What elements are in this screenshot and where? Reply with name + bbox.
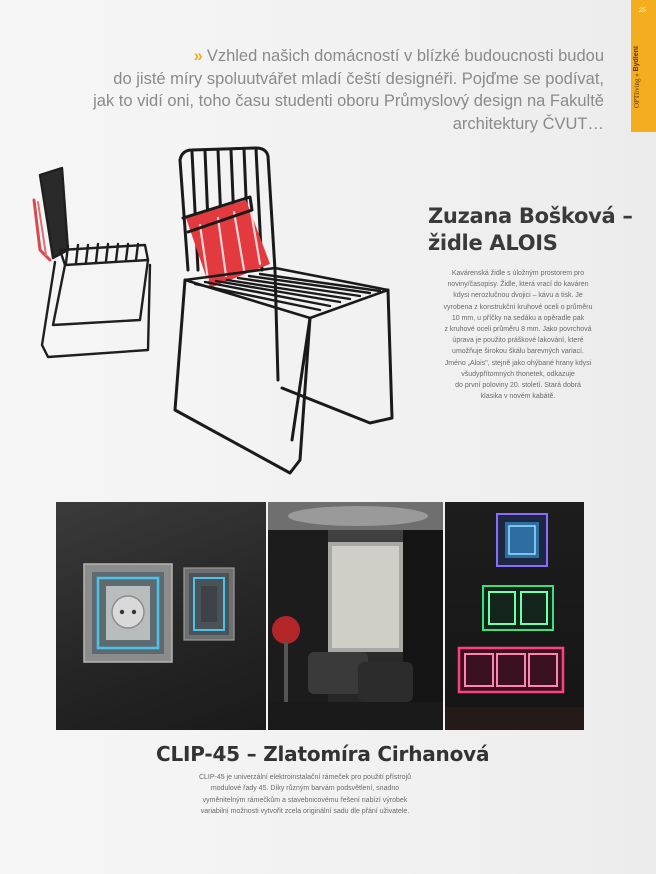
intro-line: do jisté míry spoluutvářet mladí čeští designéři. Pojďme se podívat, <box>113 69 604 88</box>
article1-body-line: vyrobena z konstrukční kruhové oceli o průměru <box>443 303 593 311</box>
intro-line: jak to vidí oni, toho času studenti oboru Průmyslový design na Fakultě <box>93 92 604 110</box>
intro-paragraph <box>64 45 604 135</box>
section-separator: » <box>633 73 641 78</box>
alois-chair-photo <box>20 140 420 485</box>
page-number: 25 <box>639 8 646 14</box>
article2-body-line: variabilní možnosti vytvořit zcela originální sadu dle přání uživatele. <box>200 807 410 815</box>
article2-body-line: modulové řady 45. Díky různým barvám podsvětlení, snadno <box>210 785 400 793</box>
article1-body-line: z kruhové oceli průměru 8 mm. Jako povrchová <box>444 326 592 334</box>
article1-body-line: kdysi nerozlučnou dvojici – kávu a tisk. Je <box>453 292 583 300</box>
article1-body-line: klasika v novém kabátě. <box>480 393 556 401</box>
brand-name: OPTliving <box>633 78 641 109</box>
intro-line-text: Vzhled našich domácností v blízké budoucnosti budou <box>206 47 604 65</box>
glowing-frames-render <box>445 502 584 730</box>
photo-glowing-frames <box>445 502 584 730</box>
chair-front-view <box>175 148 392 473</box>
article1-body-line: Kavárenská židle s úložným prostorem pro <box>451 270 585 277</box>
article2-body-line: CLIP-45 je univerzální elektroinstalační rámeček pro použití přístrojů <box>198 774 412 781</box>
article1-body-line: do první poloviny 20. století. Stará dobrá <box>455 382 581 390</box>
article1-title <box>428 203 633 257</box>
article1-body-line: noviny/časopisy. Židle, která vrací do kaváren <box>447 281 589 289</box>
section-name: Bydlení <box>633 46 640 72</box>
article1-body-line: 10 mm, u příčky na sedáku a opěradle pak <box>451 314 585 322</box>
article2-title: CLIP-45 – Zlatomíra Cirhanová <box>156 742 490 766</box>
chair-side-view <box>34 168 150 357</box>
article1-title-line2: židle ALOIS <box>428 231 558 255</box>
article2-body <box>130 772 480 817</box>
quote-mark-icon: » <box>193 47 201 65</box>
photo-wall-switches <box>56 502 266 730</box>
article1-body <box>413 268 623 402</box>
section-label <box>633 30 653 125</box>
article1-title-line1: Zuzana Bošková – <box>428 204 633 228</box>
article2-body-line: vyměnitelným rámečkům a stavebnicovému řešení nabízí výrobek <box>202 796 408 804</box>
article1-body-line: Jméno „Alois", stejně jako ohýbané hrany kdysi <box>444 359 592 367</box>
article1-body-line: úprava je použito práškové lakování, které <box>452 337 584 345</box>
article1-body-line: umožňuje širokou škálu barevných variací. <box>452 348 584 356</box>
article1-body-line: všudypřítomných thonetek, odkazuje <box>461 370 575 378</box>
clip45-photo-strip <box>56 502 584 730</box>
intro-line: architektury ČVUT… <box>452 114 604 133</box>
photo-interior <box>268 502 443 730</box>
switch-frames-render <box>56 502 266 730</box>
intro-line <box>64 45 604 68</box>
interior-render <box>268 502 443 730</box>
